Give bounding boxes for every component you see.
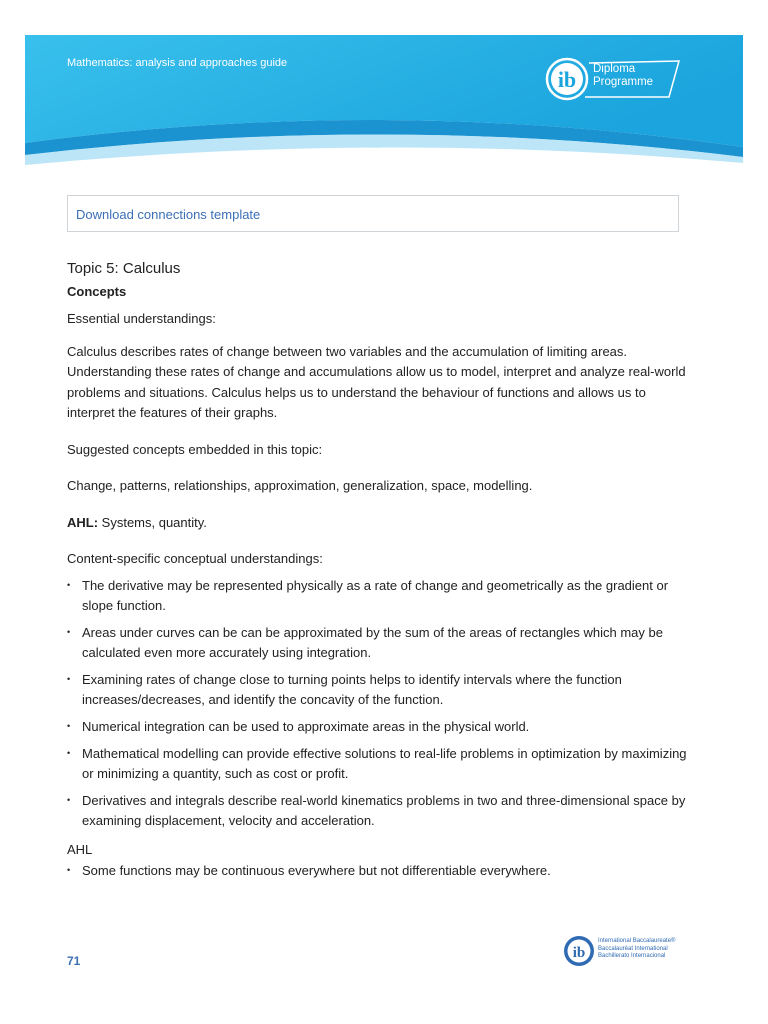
svg-text:ib: ib bbox=[557, 67, 577, 92]
suggested-text: Change, patterns, relationships, approximation, generalization, space, modelling. bbox=[67, 478, 533, 493]
main-content bbox=[67, 260, 687, 888]
bullet-icon: • bbox=[67, 864, 71, 875]
banner-background bbox=[25, 35, 743, 170]
ahl-text: Systems, quantity. bbox=[98, 514, 207, 530]
download-box bbox=[67, 195, 679, 232]
ahl-section-label: AHL bbox=[67, 841, 93, 857]
ccu-list bbox=[67, 576, 687, 831]
bullet-icon: • bbox=[67, 747, 71, 758]
ahl-concepts bbox=[67, 513, 687, 534]
bullet-icon: • bbox=[67, 794, 71, 805]
bullet-icon: • bbox=[67, 673, 71, 684]
ccu-label: Content-specific conceptual understandings: bbox=[67, 551, 323, 566]
list-item: • Numerical integration can be used to approximate areas in the physical world. bbox=[67, 717, 687, 737]
logo-line-1: Diploma bbox=[593, 63, 636, 75]
org-line-2: Baccalauréat International bbox=[598, 945, 668, 952]
ib-logo-label bbox=[593, 63, 653, 89]
svg-text:ib: ib bbox=[572, 945, 586, 961]
page-number: 71 bbox=[67, 954, 81, 968]
ahl-list bbox=[67, 861, 687, 881]
suggested-label: Suggested concepts embedded in this topic: bbox=[67, 441, 323, 457]
list-item: • Examining rates of change close to turning points helps to identify intervals where the function increases/decreases, and identify the concavity of the function. bbox=[67, 670, 687, 710]
bullet-icon: • bbox=[67, 626, 71, 637]
list-item: • Derivatives and integrals describe real-world kinematics problems in two and three-dimensional space by examining displacement, velocity and acceleration. bbox=[67, 791, 687, 831]
ib-organization-name bbox=[598, 938, 675, 961]
list-item: • The derivative may be represented physically as a rate of change and geometrically as the gradient or slope function. bbox=[67, 576, 687, 616]
ib-organization-logo-icon bbox=[563, 935, 595, 967]
topic-title: Topic 5: Calculus bbox=[67, 260, 181, 277]
guide-title: Mathematics: analysis and approaches guide bbox=[67, 57, 288, 69]
essential-text: Calculus describes rates of change between two variables and the accumulation of limiting areas. Understanding these rates of change and accumulations allow us to model, interpret and analyze real-world problems and situations. Calculus helps us to understand the behaviour of functions and allows us to interpret the features of their graphs. bbox=[67, 343, 686, 420]
ahl-prefix: AHL: bbox=[67, 514, 99, 530]
list-item: • Some functions may be continuous everywhere but not differentiable everywhere. bbox=[67, 861, 687, 881]
essential-label: Essential understandings: bbox=[67, 311, 216, 326]
concepts-heading: Concepts bbox=[67, 284, 127, 299]
download-connections-link[interactable]: Download connections template bbox=[76, 207, 261, 222]
list-item: • Mathematical modelling can provide effective solutions to real-life problems in optimization by maximizing or minimizing a quantity, such as cost or profit. bbox=[67, 744, 687, 784]
bullet-icon: • bbox=[67, 579, 71, 590]
org-line-3: Bachillerato Internacional bbox=[598, 953, 666, 959]
list-item: • Areas under curves can be can be approximated by the sum of the areas of rectangles which may be calculated even more accurately using integration. bbox=[67, 623, 687, 663]
header-banner bbox=[25, 35, 743, 170]
org-line-1: International Baccalaureate® bbox=[598, 938, 676, 944]
bullet-icon: • bbox=[67, 720, 71, 731]
logo-line-2: Programme bbox=[593, 76, 654, 88]
